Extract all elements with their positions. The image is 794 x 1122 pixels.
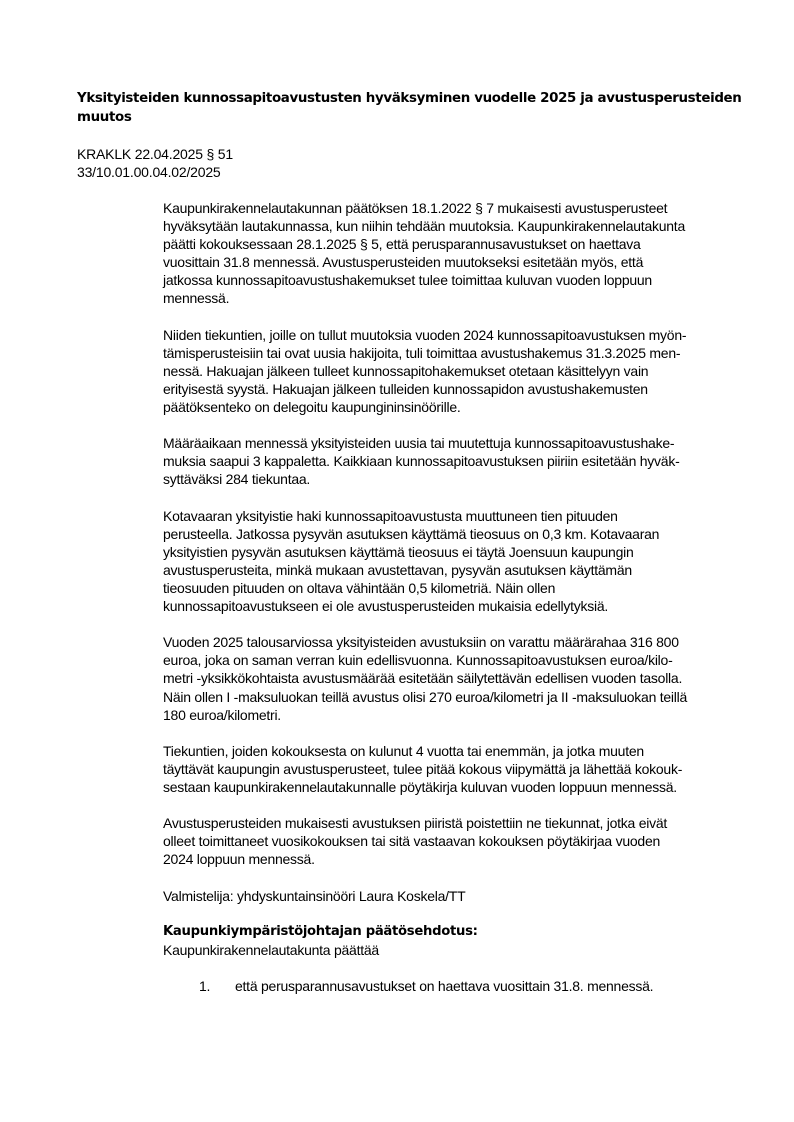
text-line: euroa, joka on saman verran kuin edellisvuonna. Kunnossapitoavustuksen euroa/kilo- (163, 652, 673, 669)
text-line: Määräaikaan mennessä yksityisteiden uusia tai muutettuja kunnossapitoavustushake- (163, 435, 675, 452)
decision-list (163, 977, 743, 995)
text-line: 180 euroa/kilometri. (163, 706, 281, 723)
text-line: perusteella. Jatkossa pysyvän asutuksen käyttämä tieosuus on 0,3 km. Kotavaaran (163, 525, 660, 542)
proposal-heading: Kaupunkiympäristöjohtajan päätösehdotus: (163, 923, 478, 939)
paragraph-removed-road-associations (163, 814, 743, 868)
text-line: syttäväksi 284 tiekuntaa. (163, 471, 311, 488)
text-line: nessä. Hakuajan jälkeen tulleet kunnossapitohakemukset otetaan käsittelyyn vain (163, 362, 649, 379)
text-line: päätöksenteko on delegoitu kaupungininsinöörille. (163, 399, 461, 416)
text-line: jatkossa kunnossapitoavustushakemukset tulee toimittaa kuluvan vuoden loppuun (163, 272, 652, 289)
text-line: 2024 loppuun mennessä. (163, 851, 315, 868)
text-line: avustusperusteita, minkä mukaan avustettavan, pysyvän asutuksen käyttämän (163, 561, 632, 578)
text-line: päätti kokouksessaan 28.1.2025 § 5, että perusparannusavustukset on haettava (163, 236, 641, 253)
text-line: Näin ollen I -maksuluokan teillä avustus olisi 270 euroa/kilometri ja II -maksuluokan teillä (163, 688, 688, 705)
title-line: muutos (77, 110, 132, 125)
text-line: Tiekuntien, joiden kokouksesta on kulunut 4 vuotta tai enemmän, ja jotka muuten (163, 742, 644, 759)
decision-item (199, 977, 743, 995)
preparer-line (163, 887, 743, 905)
text-line: yksityistien pysyvän asutuksen käyttämä tieosuus ei täytä Joensuun kaupungin (163, 543, 634, 560)
decision-item-text: että perusparannusavustukset on haettava vuosittain 31.8. mennessä. (235, 978, 654, 995)
document-title (77, 89, 742, 127)
text-line: Kotavaaran yksityistie haki kunnossapitoavustusta muuttuneen tien pituuden (163, 507, 618, 524)
text-line: sestaan kaupunkirakennelautakunnalle pöytäkirja kuluvan vuoden loppuun mennessä. (163, 779, 677, 795)
paragraph-applications-received (163, 434, 743, 488)
paragraph-grant-criteria (163, 199, 743, 308)
title-line: Yksityisteiden kunnossapitoavustusten hyväksyminen vuodelle 2025 ja avustusperusteiden (77, 91, 742, 106)
text-line: mennessä. (163, 290, 230, 307)
text-line: Avustusperusteiden mukaisesti avustuksen piiristä poistettiin ne tiekunnat, jotka eivät (163, 815, 668, 832)
text-line: olleet toimittaneet vuosikokouksen tai sitä vastaavan kokouksen pöytäkirjaa vuoden (163, 833, 661, 850)
text-line: tämisperusteisiin tai ovat uusia hakijoita, tuli toimittaa avustushakemus 31.3.2025 men- (163, 344, 681, 361)
text-line: täyttävät kaupungin avustusperusteet, tulee pitää kokous viipymättä ja lähettää kokouk- (163, 760, 683, 777)
paragraph-meeting-requirement (163, 742, 743, 796)
text-line: kunnossapitoavustukseen ei ole avustusperusteiden mukaisia edellytyksiä. (163, 598, 609, 615)
text-line: vuosittain 31.8 mennessä. Avustusperusteiden muutokseksi esitetään myös, että (163, 254, 644, 271)
record-number: 33/10.01.00.04.02/2025 (77, 164, 221, 180)
text-line: hyväksytään lautakunnassa, kun niihin tehdään muutoksia. Kaupunkirakennelautakunta (163, 218, 685, 235)
text-line: muksia saapui 3 kappaletta. Kaikkiaan kunnossapitoavustuksen piiriin esitetään hyväk- (163, 453, 680, 470)
text-line: Vuoden 2025 talousarviossa yksityisteiden avustuksiin on varattu määrärahaa 316 800 (163, 634, 679, 651)
decision-proposal (163, 923, 743, 959)
text-line: Kaupunkirakennelautakunnan päätöksen 18.1.2022 § 7 mukaisesti avustusperusteet (163, 200, 668, 216)
paragraph-budget (163, 633, 743, 723)
text-line: tieosuuden pituuden on oltava vähintään 0,5 kilometriä. Näin ollen (163, 579, 556, 596)
decision-item-number: 1. (199, 978, 211, 995)
meeting-reference: KRAKLK 22.04.2025 § 51 (77, 146, 233, 162)
paragraph-kotavaara (163, 507, 743, 616)
preparer: Valmistelija: yhdyskuntainsinööri Laura Koskela/TT (163, 887, 466, 904)
text-line: erityisestä syystä. Hakuajan jälkeen tulleiden kunnossapidon avustushakemusten (163, 380, 648, 397)
document-meta (77, 145, 233, 181)
text-line: Niiden tiekuntien, joille on tullut muutoksia vuoden 2024 kunnossapitoavustuksen myön- (163, 326, 687, 343)
proposal-intro: Kaupunkirakennelautakunta päättää (163, 941, 379, 958)
text-line: metri -yksikkökohtaista avustusmäärää esitetään säilytettävän edellisen vuoden tasolla. (163, 670, 683, 687)
paragraph-application-deadline (163, 326, 743, 416)
document-body (163, 199, 743, 995)
